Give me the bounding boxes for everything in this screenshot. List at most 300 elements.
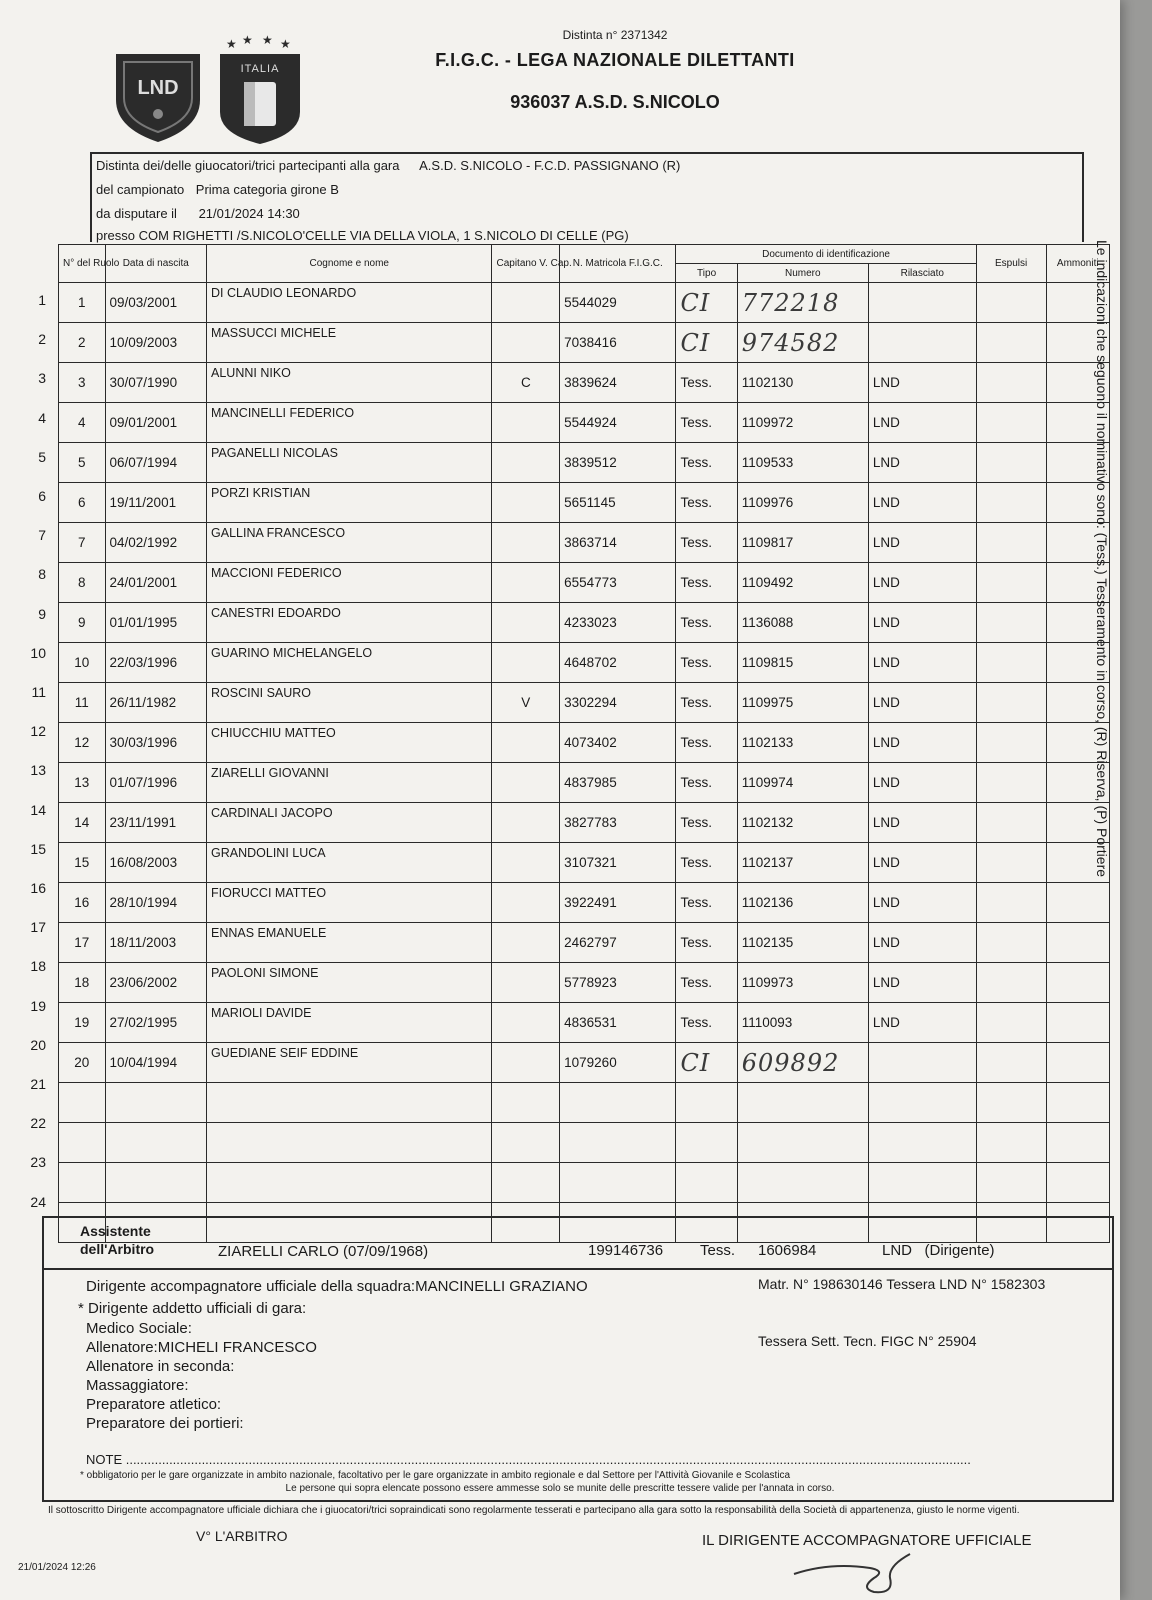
- cell-nome: GRANDOLINI LUCA: [207, 843, 492, 883]
- cell-tipo: Tess.: [676, 443, 737, 483]
- row-number: 18: [30, 958, 46, 975]
- cell-rilasciato: LND: [868, 883, 976, 923]
- italia-logo: [218, 34, 302, 146]
- cell-ruolo: 3: [59, 363, 106, 403]
- cell-espulsi: [976, 963, 1046, 1003]
- cell-ammoniti: [1046, 963, 1110, 1003]
- cell-capitano: [492, 843, 560, 883]
- cell-nascita: 26/11/1982: [105, 683, 207, 723]
- cell-matricola: 4648702: [560, 643, 676, 683]
- row-number: 15: [30, 840, 46, 857]
- cell-ammoniti: [1046, 1003, 1110, 1043]
- cell-tipo: Tess.: [676, 563, 737, 603]
- cell-numero: 1109974: [737, 763, 868, 803]
- table-row: [59, 1003, 1110, 1043]
- championship-value: Prima categoria girone B: [195, 182, 339, 197]
- cell-espulsi: [976, 483, 1046, 523]
- col-capitano: Capitano V. Cap.: [492, 245, 560, 283]
- cell-tipo: Tess.: [676, 923, 737, 963]
- cell-nome: MACCIONI FEDERICO: [207, 563, 492, 603]
- cell-nome: DI CLAUDIO LEONARDO: [207, 283, 492, 323]
- cell-ammoniti: [1046, 1083, 1110, 1123]
- cell-numero: 1102137: [737, 843, 868, 883]
- cell-espulsi: [976, 843, 1046, 883]
- cell-ammoniti: [1046, 1123, 1110, 1163]
- cell-nome: PORZI KRISTIAN: [207, 483, 492, 523]
- col-espulsi: Espulsi: [976, 245, 1046, 283]
- cell-matricola: 3922491: [560, 883, 676, 923]
- cell-capitano: V: [492, 683, 560, 723]
- svg-text:★: ★: [226, 37, 237, 51]
- row-number: 4: [38, 409, 46, 426]
- arbitro-signature-label: V° L'ARBITRO: [196, 1528, 288, 1544]
- cell-nascita: [105, 1123, 207, 1163]
- table-row: [59, 1163, 1110, 1203]
- col-documento: Documento di identificazione: [676, 245, 976, 264]
- cell-capitano: [492, 563, 560, 603]
- cell-rilasciato: [868, 323, 976, 363]
- assistant-name: ZIARELLI CARLO (07/09/1968): [218, 1243, 429, 1260]
- cell-rilasciato: LND: [868, 843, 976, 883]
- cell-numero: 1102133: [737, 723, 868, 763]
- cell-tipo: Tess.: [676, 843, 737, 883]
- cell-matricola: [560, 1083, 676, 1123]
- cell-rilasciato: LND: [868, 403, 976, 443]
- cell-matricola: 4233023: [560, 603, 676, 643]
- cell-matricola: 7038416: [560, 323, 676, 363]
- cell-ruolo: 11: [59, 683, 106, 723]
- cell-capitano: [492, 1043, 560, 1083]
- cell-numero: 1109973: [737, 963, 868, 1003]
- cell-capitano: [492, 723, 560, 763]
- cell-capitano: [492, 1083, 560, 1123]
- cell-espulsi: [976, 1083, 1046, 1123]
- cell-numero: 1109817: [737, 523, 868, 563]
- allenatore-tessera: Tessera Sett. Tecn. FIGC N° 25904: [758, 1333, 977, 1349]
- cell-numero: 1110093: [737, 1003, 868, 1043]
- cell-nascita: 22/03/1996: [105, 643, 207, 683]
- cell-espulsi: [976, 523, 1046, 563]
- cell-nome: MARIOLI DAVIDE: [207, 1003, 492, 1043]
- cell-nascita: 30/07/1990: [105, 363, 207, 403]
- dirigente-signature-label: IL DIRIGENTE ACCOMPAGNATORE UFFICIALE: [702, 1532, 1032, 1549]
- table-row: [59, 843, 1110, 883]
- table-row: [59, 363, 1110, 403]
- persone-note: Le persone qui sopra elencate possono essere ammesse solo se munite delle prescritte tessere valide per l'annata in corso.: [285, 1483, 835, 1494]
- col-nascita: Data di nascita: [105, 245, 207, 283]
- cell-ruolo: [59, 1163, 106, 1203]
- row-number: 9: [38, 605, 46, 622]
- cell-nascita: 28/10/1994: [105, 883, 207, 923]
- cell-capitano: [492, 403, 560, 443]
- date-line: [96, 206, 300, 221]
- cell-numero: 1102132: [737, 803, 868, 843]
- addetto-line: * Dirigente addetto ufficiali di gara:: [78, 1300, 307, 1317]
- cell-nascita: 10/04/1994: [105, 1043, 207, 1083]
- svg-text:★: ★: [262, 33, 273, 47]
- row-number: 22: [30, 1115, 46, 1132]
- table-row: [59, 323, 1110, 363]
- cell-tipo: Tess.: [676, 603, 737, 643]
- cell-numero: [737, 1123, 868, 1163]
- lnd-logo-text: LND: [137, 77, 179, 99]
- match-teams: A.S.D. S.NICOLO - F.C.D. PASSIGNANO (R): [419, 158, 681, 173]
- cell-capitano: C: [492, 363, 560, 403]
- cell-nascita: 06/07/1994: [105, 443, 207, 483]
- date-label: da disputare il: [96, 206, 177, 221]
- cell-capitano: [492, 963, 560, 1003]
- cell-numero: 1109492: [737, 563, 868, 603]
- table-row: [59, 643, 1110, 683]
- cell-numero: 1109976: [737, 483, 868, 523]
- allenatore-seconda-line: Allenatore in seconda:: [86, 1358, 235, 1375]
- cell-capitano: [492, 1003, 560, 1043]
- match-line: [96, 158, 680, 173]
- cell-rilasciato: LND: [868, 963, 976, 1003]
- cell-ruolo: 2: [59, 323, 106, 363]
- cell-rilasciato: LND: [868, 483, 976, 523]
- cell-ruolo: 19: [59, 1003, 106, 1043]
- col-matricola: N. Matricola F.I.G.C.: [560, 245, 676, 283]
- cell-numero: 1109975: [737, 683, 868, 723]
- table-row: [59, 803, 1110, 843]
- cell-espulsi: [976, 683, 1046, 723]
- cell-tipo: Tess.: [676, 803, 737, 843]
- cell-tipo: Tess.: [676, 683, 737, 723]
- cell-nascita: 09/03/2001: [105, 283, 207, 323]
- cell-nome: CHIUCCHIU MATTEO: [207, 723, 492, 763]
- table-row: [59, 923, 1110, 963]
- cell-rilasciato: LND: [868, 523, 976, 563]
- cell-matricola: 1079260: [560, 1043, 676, 1083]
- cell-rilasciato: [868, 1083, 976, 1123]
- cell-nascita: 23/06/2002: [105, 963, 207, 1003]
- cell-capitano: [492, 1163, 560, 1203]
- assistant-label: Assistente dell'Arbitro: [80, 1223, 155, 1257]
- assistant-tipo: Tess.: [700, 1242, 736, 1259]
- cell-tipo: Tess.: [676, 723, 737, 763]
- preparatore-atletico-line: Preparatore atletico:: [86, 1396, 222, 1413]
- allenatore-line: Allenatore:MICHELI FRANCESCO: [86, 1339, 317, 1356]
- cell-rilasciato: LND: [868, 603, 976, 643]
- cell-ruolo: 7: [59, 523, 106, 563]
- cell-matricola: 3107321: [560, 843, 676, 883]
- cell-espulsi: [976, 443, 1046, 483]
- cell-ruolo: 6: [59, 483, 106, 523]
- cell-nome: CARDINALI JACOPO: [207, 803, 492, 843]
- lnd-logo: [110, 48, 206, 144]
- cell-espulsi: [976, 1043, 1046, 1083]
- cell-capitano: [492, 603, 560, 643]
- table-row: [59, 283, 1110, 323]
- dirigente-matricola: Matr. N° 198630146 Tessera LND N° 1582303: [758, 1276, 1046, 1292]
- cell-espulsi: [976, 643, 1046, 683]
- table-row: [59, 483, 1110, 523]
- players-table: [58, 244, 1110, 1243]
- cell-nascita: 01/07/1996: [105, 763, 207, 803]
- asterisk-note: * obbligatorio per le gare organizzate in ambito nazionale, facoltativo per le gare organizzate in ambito regionale e dal Settore per l'Attività Giovanile e Scolastica: [80, 1470, 791, 1481]
- distinta-number: Distinta n° 2371342: [562, 28, 668, 42]
- cell-espulsi: [976, 723, 1046, 763]
- cell-nome: ZIARELLI GIOVANNI: [207, 763, 492, 803]
- cell-rilasciato: LND: [868, 683, 976, 723]
- cell-rilasciato: LND: [868, 363, 976, 403]
- row-number: 24: [30, 1193, 46, 1210]
- cell-nascita: 30/03/1996: [105, 723, 207, 763]
- club-name: 936037 A.S.D. S.NICOLO: [510, 92, 720, 112]
- cell-ruolo: [59, 1083, 106, 1123]
- cell-nascita: 23/11/1991: [105, 803, 207, 843]
- cell-nome: ENNAS EMANUELE: [207, 923, 492, 963]
- document-title: F.I.G.C. - LEGA NAZIONALE DILETTANTI: [435, 50, 795, 70]
- cell-espulsi: [976, 923, 1046, 963]
- cell-tipo: Tess.: [676, 523, 737, 563]
- cell-capitano: [492, 643, 560, 683]
- cell-espulsi: [976, 403, 1046, 443]
- col-ruolo: N° del Ruolo: [59, 245, 106, 283]
- row-number: 16: [30, 880, 46, 896]
- cell-nascita: 24/01/2001: [105, 563, 207, 603]
- cell-nome: [207, 1083, 492, 1123]
- match-datetime: 21/01/2024 14:30: [198, 206, 300, 221]
- cell-numero: 1109972: [737, 403, 868, 443]
- cell-matricola: 4073402: [560, 723, 676, 763]
- declaration: Il sottoscritto Dirigente accompagnatore ufficiale dichiara che i giuocatori/trici sopraindicati sono regolarmente tesserati e partecipano alla gara sotto la responsabilità della Società di appartenenza, giusto le norme vigenti.: [48, 1505, 1020, 1516]
- table-row: [59, 443, 1110, 483]
- table-row: [59, 883, 1110, 923]
- cell-matricola: 6554773: [560, 563, 676, 603]
- cell-nascita: [105, 1163, 207, 1203]
- cell-nome: GUEDIANE SEIF EDDINE: [207, 1043, 492, 1083]
- side-legend-text: Le indicazioni che seguono il nominativo sono: (Tess.) Tesseramento in corso, (R) Riserva, (P) Portiere: [1094, 240, 1110, 878]
- row-number: 21: [30, 1076, 46, 1092]
- cell-rilasciato: [868, 1043, 976, 1083]
- cell-nome: GALLINA FRANCESCO: [207, 523, 492, 563]
- cell-tipo: CI: [676, 323, 737, 363]
- cell-ruolo: 16: [59, 883, 106, 923]
- col-numero: Numero: [737, 264, 868, 283]
- cell-espulsi: [976, 323, 1046, 363]
- cell-tipo: Tess.: [676, 963, 737, 1003]
- cell-ruolo: [59, 1123, 106, 1163]
- table-row: [59, 763, 1110, 803]
- cell-tipo: [676, 1163, 737, 1203]
- row-number: 20: [30, 1036, 46, 1053]
- cell-nascita: 19/11/2001: [105, 483, 207, 523]
- cell-nome: ALUNNI NIKO: [207, 363, 492, 403]
- venue-line: presso COM RIGHETTI /S.NICOLO'CELLE VIA DELLA VIOLA, 1 S.NICOLO DI CELLE (PG): [96, 228, 629, 243]
- cell-numero: 772218: [737, 283, 868, 323]
- cell-numero: 1102130: [737, 363, 868, 403]
- cell-espulsi: [976, 363, 1046, 403]
- row-number: 10: [30, 644, 46, 661]
- cell-ruolo: 14: [59, 803, 106, 843]
- cell-rilasciato: [868, 1123, 976, 1163]
- table-row: [59, 723, 1110, 763]
- cell-matricola: 5778923: [560, 963, 676, 1003]
- row-number: 2: [38, 331, 46, 348]
- cell-numero: 1109533: [737, 443, 868, 483]
- cell-numero: 609892: [737, 1043, 868, 1083]
- svg-text:★: ★: [242, 33, 253, 47]
- massaggiatore-line: Massaggiatore:: [86, 1377, 189, 1394]
- cell-nome: PAOLONI SIMONE: [207, 963, 492, 1003]
- note-line: NOTE ..........................................................................................................................................................................................................................................: [86, 1452, 971, 1467]
- cell-tipo: Tess.: [676, 643, 737, 683]
- cell-ruolo: 13: [59, 763, 106, 803]
- table-row: [59, 1043, 1110, 1083]
- cell-ruolo: 17: [59, 923, 106, 963]
- row-number: 1: [38, 292, 46, 308]
- row-number: 12: [30, 723, 46, 740]
- cell-rilasciato: LND: [868, 563, 976, 603]
- table-row: [59, 523, 1110, 563]
- col-nome: Cognome e nome: [207, 245, 492, 283]
- cell-ruolo: 10: [59, 643, 106, 683]
- table-row: [59, 603, 1110, 643]
- cell-numero: 974582: [737, 323, 868, 363]
- cell-ruolo: 9: [59, 603, 106, 643]
- cell-matricola: 3302294: [560, 683, 676, 723]
- cell-capitano: [492, 283, 560, 323]
- cell-nascita: 10/09/2003: [105, 323, 207, 363]
- cell-nascita: [105, 1083, 207, 1123]
- assistant-rilasciato: LND (Dirigente): [882, 1242, 995, 1259]
- cell-numero: 1109815: [737, 643, 868, 683]
- table-row: [59, 963, 1110, 1003]
- row-number: 3: [38, 370, 46, 387]
- cell-nascita: 18/11/2003: [105, 923, 207, 963]
- cell-matricola: 4837985: [560, 763, 676, 803]
- row-number: 23: [30, 1154, 46, 1171]
- cell-tipo: [676, 1123, 737, 1163]
- cell-espulsi: [976, 1003, 1046, 1043]
- row-number: 7: [38, 527, 46, 544]
- cell-nome: FIORUCCI MATTEO: [207, 883, 492, 923]
- cell-matricola: 5544029: [560, 283, 676, 323]
- cell-capitano: [492, 323, 560, 363]
- assistant-numero: 1606984: [758, 1242, 817, 1259]
- cell-nome: [207, 1163, 492, 1203]
- table-row: [59, 1123, 1110, 1163]
- cell-ruolo: 8: [59, 563, 106, 603]
- cell-nome: CANESTRI EDOARDO: [207, 603, 492, 643]
- cell-tipo: CI: [676, 1043, 737, 1083]
- cell-nascita: 01/01/1995: [105, 603, 207, 643]
- cell-nome: GUARINO MICHELANGELO: [207, 643, 492, 683]
- cell-rilasciato: [868, 283, 976, 323]
- cell-ruolo: 5: [59, 443, 106, 483]
- table-row: [59, 403, 1110, 443]
- col-tipo: Tipo: [676, 264, 737, 283]
- cell-tipo: Tess.: [676, 403, 737, 443]
- cell-nome: ROSCINI SAURO: [207, 683, 492, 723]
- cell-tipo: Tess.: [676, 1003, 737, 1043]
- row-number: 19: [30, 997, 46, 1014]
- cell-matricola: [560, 1123, 676, 1163]
- cell-espulsi: [976, 763, 1046, 803]
- cell-numero: 1102135: [737, 923, 868, 963]
- cell-rilasciato: LND: [868, 763, 976, 803]
- handwritten-signature: [790, 1548, 920, 1596]
- table-row: [59, 683, 1110, 723]
- cell-rilasciato: LND: [868, 723, 976, 763]
- cell-ruolo: 18: [59, 963, 106, 1003]
- row-number: 6: [38, 488, 46, 504]
- cell-nome: PAGANELLI NICOLAS: [207, 443, 492, 483]
- cell-espulsi: [976, 283, 1046, 323]
- table-row: [59, 563, 1110, 603]
- cell-numero: [737, 1083, 868, 1123]
- cell-espulsi: [976, 563, 1046, 603]
- cell-capitano: [492, 1123, 560, 1163]
- cell-nascita: 16/08/2003: [105, 843, 207, 883]
- row-number: 5: [38, 448, 46, 465]
- cell-rilasciato: LND: [868, 643, 976, 683]
- cell-tipo: Tess.: [676, 763, 737, 803]
- cell-espulsi: [976, 1163, 1046, 1203]
- assistant-matricola: 199146736: [588, 1242, 664, 1259]
- row-number: 8: [38, 566, 46, 583]
- col-rilasciato: Rilasciato: [868, 264, 976, 283]
- cell-espulsi: [976, 803, 1046, 843]
- col-ammoniti: Ammoniti: [1046, 245, 1110, 283]
- medico-line: Medico Sociale:: [86, 1320, 192, 1337]
- row-number: 14: [30, 801, 46, 818]
- players-body: [59, 283, 1110, 1243]
- cell-numero: [737, 1163, 868, 1203]
- italia-logo-text: ITALIA: [240, 63, 280, 75]
- cell-matricola: 3839624: [560, 363, 676, 403]
- cell-nome: MASSUCCI MICHELE: [207, 323, 492, 363]
- cell-matricola: 3863714: [560, 523, 676, 563]
- cell-capitano: [492, 483, 560, 523]
- cell-capitano: [492, 803, 560, 843]
- cell-espulsi: [976, 883, 1046, 923]
- cell-capitano: [492, 883, 560, 923]
- cell-ruolo: 1: [59, 283, 106, 323]
- dirigente-line: Dirigente accompagnatore ufficiale della squadra:MANCINELLI GRAZIANO: [86, 1278, 588, 1295]
- championship-line: [96, 182, 339, 197]
- match-line-label: Distinta dei/delle giuocatori/trici partecipanti alla gara: [96, 158, 400, 173]
- cell-matricola: 5544924: [560, 403, 676, 443]
- side-legend: [1090, 240, 1110, 940]
- cell-rilasciato: LND: [868, 443, 976, 483]
- cell-nascita: 27/02/1995: [105, 1003, 207, 1043]
- cell-capitano: [492, 923, 560, 963]
- cell-ruolo: 15: [59, 843, 106, 883]
- cell-nome: MANCINELLI FEDERICO: [207, 403, 492, 443]
- cell-ruolo: 20: [59, 1043, 106, 1083]
- cell-matricola: 4836531: [560, 1003, 676, 1043]
- cell-tipo: Tess.: [676, 483, 737, 523]
- cell-tipo: Tess.: [676, 883, 737, 923]
- cell-tipo: Tess.: [676, 363, 737, 403]
- cell-nascita: 04/02/1992: [105, 523, 207, 563]
- cell-matricola: [560, 1163, 676, 1203]
- cell-matricola: 2462797: [560, 923, 676, 963]
- cell-espulsi: [976, 603, 1046, 643]
- row-number: 11: [31, 684, 46, 700]
- cell-rilasciato: LND: [868, 803, 976, 843]
- row-number: 13: [30, 762, 46, 779]
- table-row: [59, 1083, 1110, 1123]
- cell-capitano: [492, 523, 560, 563]
- print-timestamp: 21/01/2024 12:26: [18, 1562, 96, 1573]
- svg-text:★: ★: [280, 37, 291, 51]
- cell-nascita: 09/01/2001: [105, 403, 207, 443]
- preparatore-portieri-line: Preparatore dei portieri:: [86, 1415, 244, 1432]
